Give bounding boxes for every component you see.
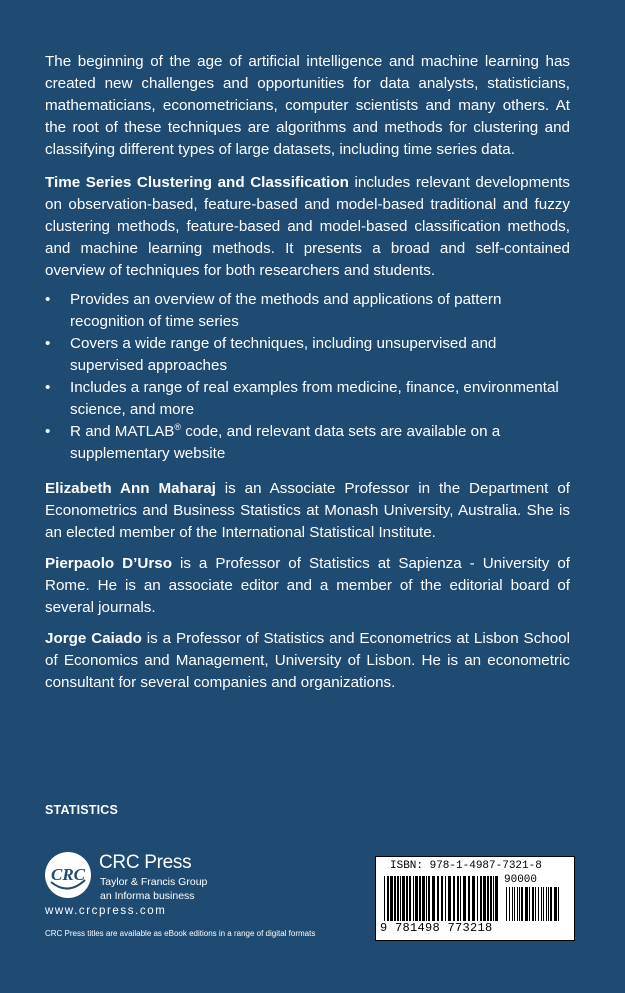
author-bio: Jorge Caiado is a Professor of Statistics and Econometrics at Lisbon School of Economics and Management, University of Lisbon. He is an econometric consultant for several companies and organizations.	[45, 630, 570, 691]
bullet-icon: •	[45, 379, 51, 396]
list-item: • Provides an overview of the methods and applications of pattern recognition of time series	[45, 291, 502, 330]
author-bio: Elizabeth Ann Maharaj is an Associate Professor in the Department of Econometrics and Business Statistics at Monash University, Australia. She is an elected member of the International Statistical Institute.	[45, 480, 570, 541]
list-item: • R and MATLAB® code, and relevant data sets are available on a supplementary website	[45, 421, 501, 462]
bullet-icon: •	[45, 335, 51, 352]
bullet-icon: •	[45, 291, 51, 308]
feature-list	[45, 289, 570, 465]
list-item: • Includes a range of real examples from medicine, finance, environmental science, and more	[45, 379, 559, 418]
price-code: 90000	[504, 874, 538, 886]
publisher-logo	[45, 852, 91, 898]
category-label: STATISTICS	[45, 803, 119, 817]
author-name: Pierpaolo D’Urso	[45, 555, 172, 572]
addon-barcode-bars	[506, 887, 562, 921]
intro-paragraph: The beginning of the age of artificial intelligence and machine learning has created new challenges and opportunities for data analysts, statisticians, mathematicians, econometricians, computer scientists and many others. At the root of these techniques are algorithms and methods for clustering and classifying different types of large datasets, including time series data.	[45, 53, 570, 158]
barcode-bars	[384, 876, 498, 921]
logo-text: CRC	[50, 865, 86, 884]
overview-paragraph	[45, 172, 570, 282]
author-bio: Pierpaolo D’Urso is a Professor of Statistics at Sapienza - University of Rome. He is an associate editor and a member of the editorial board of several journals.	[45, 555, 571, 616]
author-name: Jorge Caiado	[45, 630, 142, 647]
publisher-business: an Informa business	[100, 890, 195, 902]
author-name: Elizabeth Ann Maharaj	[45, 480, 216, 497]
overview-text: includes relevant developments on observation-based, feature-based and model-based traditional and fuzzy clustering methods, feature-based and model-based classification methods, and machine learning methods. It presents a broad and self-contained overview of techniques for both researchers and students.	[45, 174, 570, 279]
ebook-note: CRC Press titles are available as eBook editions in a range of digital formats	[45, 929, 316, 938]
publisher-name: CRC Press	[99, 852, 192, 873]
bullet-icon: •	[45, 423, 51, 440]
list-item: • Covers a wide range of techniques, including unsupervised and supervised approaches	[45, 335, 497, 374]
publisher-group: Taylor & Francis Group	[100, 876, 208, 888]
book-title: Time Series Clustering and Classification	[45, 174, 349, 191]
publisher-website: www.crcpress.com	[45, 905, 167, 917]
isbn-label: ISBN: 978-1-4987-7321-8	[390, 860, 542, 872]
isbn-barcode	[375, 856, 575, 941]
ean-digits: 9 781498 773218	[380, 921, 493, 935]
registered-mark: ®	[174, 421, 182, 432]
